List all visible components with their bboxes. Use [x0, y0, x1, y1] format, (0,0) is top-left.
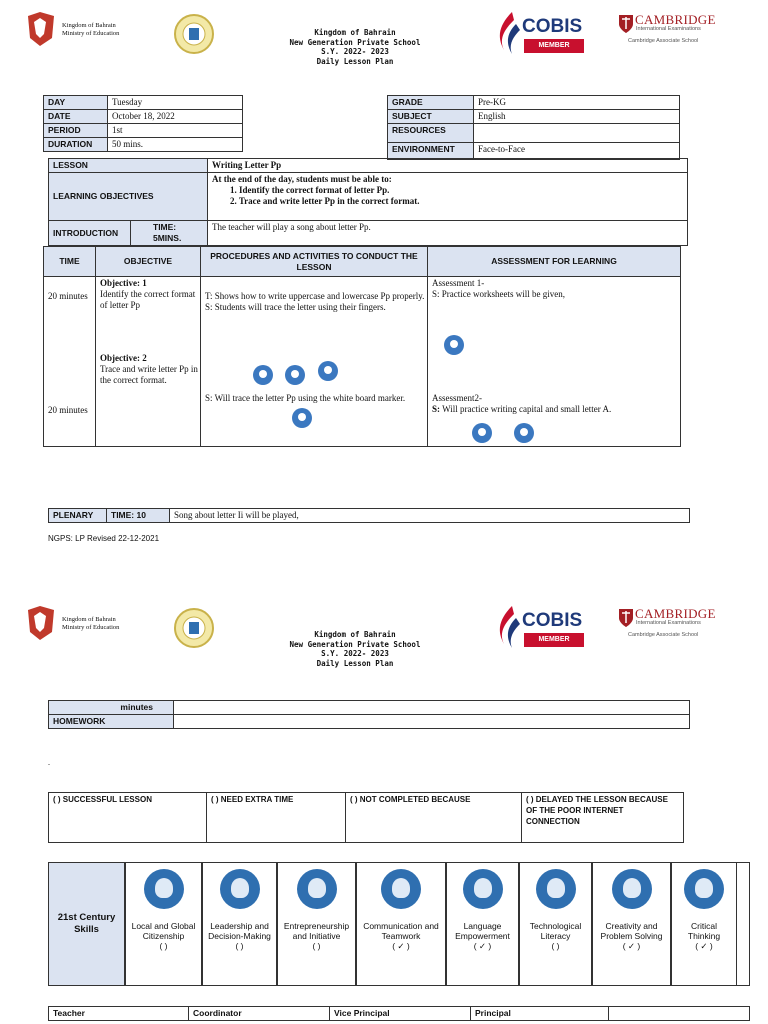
period-label: PERIOD: [44, 124, 108, 138]
header-line: Kingdom of Bahrain: [314, 28, 396, 37]
skill-check[interactable]: ( ): [159, 941, 168, 951]
skill-check[interactable]: ( ✓ ): [622, 941, 641, 951]
assessment-cell: [428, 277, 681, 447]
creativity-icon: [292, 408, 312, 428]
skill-item: [519, 862, 592, 986]
objective1-text: Identify the correct format of letter Pp: [100, 289, 196, 310]
objective-cell: [96, 277, 201, 447]
footer-note: NGPS: LP Revised 22-12-2021: [48, 534, 160, 543]
skill-check[interactable]: ( ✓ ): [695, 941, 713, 951]
skill-name: Local and Global Citizenship: [131, 921, 196, 941]
entrepreneurship-icon: [297, 869, 337, 909]
cobis-flame-icon: [494, 10, 524, 56]
creativity-icon: [444, 335, 464, 355]
assessment2-title: Assessment2-: [432, 393, 482, 403]
assessment2: [432, 393, 672, 415]
status-successful[interactable]: ( ) SUCCESSFUL LESSON: [49, 793, 207, 843]
objectives-cell: [208, 173, 688, 221]
skill-item: [202, 862, 277, 986]
technology-icon: [536, 869, 576, 909]
skill-item: [592, 862, 671, 986]
ministry-logo: [24, 604, 134, 644]
skill-item: [671, 862, 737, 986]
objective-item: 2. Trace and write letter Pp in the correct format.: [230, 196, 420, 206]
time-row2: 20 minutes: [48, 405, 88, 415]
objective-item: 1. Identify the correct format of letter Pp.: [230, 185, 390, 195]
coordinator-signature: Coordinator: [189, 1007, 330, 1021]
time-cell: [44, 277, 96, 447]
cambridge-logo: [618, 606, 718, 642]
objective1-title: Objective: 1: [100, 278, 147, 288]
homework-table: [48, 700, 690, 729]
cambridge-sub: International Examinations: [636, 620, 701, 626]
skill-check[interactable]: ( ✓ ): [473, 941, 492, 951]
skill-item: [125, 862, 202, 986]
status-extra-time[interactable]: ( ) NEED EXTRA TIME: [207, 793, 346, 843]
objectives-label: LEARNING OBJECTIVES: [49, 173, 208, 221]
skill-name: Leadership and Decision-Making: [208, 921, 271, 941]
col-objective: OBJECTIVE: [96, 247, 201, 277]
school-header: [270, 28, 440, 66]
signature-table: [48, 1006, 750, 1021]
assessment2-line: [432, 404, 672, 415]
objective2-text: Trace and write letter Pp in the correct format.: [100, 364, 198, 385]
cambridge-assoc: Cambridge Associate School: [628, 38, 699, 44]
introduction-label: INTRODUCTION: [49, 221, 131, 246]
skill-name: Critical Thinking: [687, 921, 721, 941]
intro-time-label: TIME: 5MINS.: [131, 221, 208, 246]
day-label: DAY: [44, 96, 108, 110]
cobis-label: COBIS: [522, 16, 583, 37]
skill-item: [356, 862, 446, 986]
header-line: Daily Lesson Plan: [316, 658, 394, 668]
duration-label: DURATION: [44, 138, 108, 152]
plenary-label: PLENARY: [49, 509, 107, 523]
communication-icon: [381, 869, 421, 909]
cambridge-logo: [618, 12, 718, 48]
creativity-icon: [514, 423, 534, 443]
skill-check[interactable]: ( ✓ ): [392, 941, 410, 951]
skill-check[interactable]: ( ): [551, 941, 560, 951]
col-time: TIME: [44, 247, 96, 277]
cobis-logo: [494, 10, 590, 58]
col-procedures: PROCEDURES AND ACTIVITIES TO CONDUCT THE LESSON: [201, 247, 428, 277]
day-value: Tuesday: [108, 96, 243, 110]
assessment2-text: Will practice writing capital and small letter A.: [442, 404, 612, 414]
teamwork-icon: [253, 365, 273, 385]
cambridge-shield-icon: [618, 608, 634, 628]
plenary-table: [48, 508, 690, 523]
cobis-logo: [494, 604, 590, 652]
cobis-label: COBIS: [522, 610, 583, 631]
ministry-line2: Ministry of Education: [62, 624, 120, 631]
skill-name: Communication and Teamwork: [363, 921, 439, 941]
lesson-status-table: [48, 792, 684, 843]
lesson-value: Writing Letter Pp: [208, 159, 688, 173]
assessment2-prefix: S:: [432, 404, 441, 414]
duration-value: 50 mins.: [108, 138, 243, 152]
status-not-completed[interactable]: ( ) NOT COMPLETED BECAUSE: [346, 793, 522, 843]
cobis-flame-icon: [494, 604, 524, 650]
period-value: 1st: [108, 124, 243, 138]
environment-value: Face-to-Face: [474, 143, 680, 160]
objectives-intro: At the end of the day, students must be able to:: [212, 174, 392, 184]
assessment1-text: S: Practice worksheets will be given,: [432, 289, 565, 299]
homework-label: HOMEWORK: [49, 715, 174, 729]
ministry-line1: Kingdom of Bahrain: [62, 22, 116, 29]
info-table-right: [387, 95, 680, 160]
creativity-icon: [612, 869, 652, 909]
cambridge-title: CAMBRIDGE: [635, 606, 716, 621]
vice-principal-signature: Vice Principal: [330, 1007, 471, 1021]
info-table-left: [43, 95, 243, 152]
procedure1-line1: T: Shows how to write uppercase and lowercase Pp properly.: [205, 291, 425, 301]
school-header: [270, 630, 440, 668]
header-line: New Generation Private School: [289, 639, 421, 649]
environment-label: ENVIRONMENT: [388, 143, 474, 160]
ministry-line2: Ministry of Education: [62, 30, 120, 37]
ministry-line1: Kingdom of Bahrain: [62, 616, 116, 623]
lesson-table: [48, 158, 688, 246]
skill-name: Creativity and Problem Solving: [600, 921, 663, 941]
ministry-logo: [24, 10, 134, 50]
skill-name: Language Empowerment: [455, 921, 510, 941]
header-line: S.Y. 2022- 2023: [321, 649, 389, 658]
critical-thinking-icon: [472, 423, 492, 443]
school-seal-icon: [174, 608, 214, 648]
col-assessment: ASSESSMENT FOR LEARNING: [428, 247, 681, 277]
cobis-member-badge: MEMBER: [524, 39, 584, 53]
skills-title: 21st Century Skills: [49, 863, 125, 985]
skill-check[interactable]: ( ): [235, 941, 244, 951]
procedure2: S: Will trace the letter Pp using the white board marker.: [205, 393, 406, 403]
skill-item: [446, 862, 519, 986]
principal-signature: Principal: [471, 1007, 609, 1021]
objective2-block: [100, 353, 198, 386]
homework-value: [174, 715, 690, 729]
skill-check[interactable]: ( ): [312, 941, 321, 951]
school-seal: [174, 608, 214, 650]
grade-value: Pre-KG: [474, 96, 680, 110]
leadership-icon: [220, 869, 260, 909]
school-seal: [174, 14, 214, 56]
cambridge-shield-icon: [618, 14, 634, 34]
assessment1-title: Assessment 1-: [432, 278, 485, 288]
skill-name: Technological Literacy: [529, 921, 582, 941]
critical-thinking-icon: [684, 869, 724, 909]
resources-label: RESOURCES: [388, 124, 474, 143]
critical-thinking-icon: [285, 365, 305, 385]
header-line: Kingdom of Bahrain: [314, 630, 396, 639]
procedure-table: [43, 246, 681, 447]
lesson-label: LESSON: [49, 159, 208, 173]
language-icon: [463, 869, 503, 909]
plenary-text: Song about letter Ii will be played,: [170, 509, 690, 523]
cobis-member-badge: MEMBER: [524, 633, 584, 647]
date-value: October 18, 2022: [108, 110, 243, 124]
subject-value: English: [474, 110, 680, 124]
procedure-cell: [201, 277, 428, 447]
objective2-title: Objective: 2: [100, 353, 147, 363]
header-line: S.Y. 2022- 2023: [321, 47, 389, 56]
intro-text: The teacher will play a song about letter Pp.: [208, 221, 688, 246]
skill-name: Entrepreneurship and Initiative: [283, 921, 350, 941]
signature-blank: [609, 1007, 750, 1021]
minutes-value: [174, 701, 690, 715]
procedure1: [205, 291, 425, 313]
header-line: Daily Lesson Plan: [316, 56, 394, 66]
procedure1-line2: S: Students will trace the letter using their fingers.: [205, 302, 386, 312]
globe-icon: [144, 869, 184, 909]
time-row1: 20 minutes: [48, 291, 88, 301]
header-line: New Generation Private School: [289, 37, 421, 47]
resources-value: [474, 124, 680, 143]
grade-label: GRADE: [388, 96, 474, 110]
subject-label: SUBJECT: [388, 110, 474, 124]
date-label: DATE: [44, 110, 108, 124]
school-seal-icon: [174, 14, 214, 54]
language-icon: [318, 361, 338, 381]
cambridge-sub: International Examinations: [636, 26, 701, 32]
status-delayed[interactable]: ( ) DELAYED THE LESSON BECAUSE OF THE POOR INTERNET CONNECTION: [522, 793, 684, 843]
cambridge-title: CAMBRIDGE: [635, 12, 716, 27]
minutes-label: minutes: [49, 701, 174, 715]
teacher-signature: Teacher: [49, 1007, 189, 1021]
cambridge-assoc: Cambridge Associate School: [628, 632, 699, 638]
stray-dot: .: [48, 758, 50, 767]
plenary-time: TIME: 10: [107, 509, 170, 523]
skill-item: [277, 862, 356, 986]
